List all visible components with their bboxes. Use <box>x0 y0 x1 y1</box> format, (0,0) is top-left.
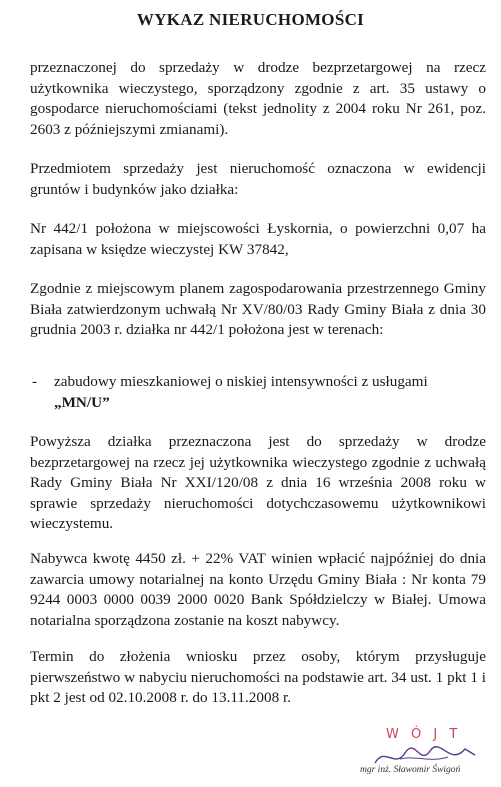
paragraph-zoning-plan: Zgodnie z miejscowym planem zagospodarowania przestrzennego Gminy Biała zatwierdzonym uchwałą Nr XV/80/03 Rady Gminy Biała z dnia 30 grudnia 2003 r. działka nr 442/1 położona jest w terenach: <box>30 280 486 338</box>
paragraph-intro: przeznaczonej do sprzedaży w drodze bezprzetargowej na rzecz użytkownika wieczystego, sporządzony zgodnie z art. 35 ustawy o gospodarce nieruchomościami (tekst jednolity z 2004 roku Nr 261, poz. 2603 z późniejszymi zmianami). <box>30 59 486 138</box>
document-title: WYKAZ NIERUCHOMOŚCI <box>136 10 365 29</box>
bullet-text-block <box>54 372 486 413</box>
zoning-code: „MN/U” <box>54 393 110 411</box>
bullet-dash: - <box>32 373 38 390</box>
signatory-name: mgr inż. Sławomir Świgoń <box>360 765 461 775</box>
paragraph-subject: Przedmiotem sprzedaży jest nieruchomość oznaczona w ewidencji gruntów i budynków jako działka: <box>30 160 486 198</box>
bullet-text: zabudowy mieszkaniowej o niskiej intensywności z usługami <box>54 373 428 390</box>
signature-title: W Ó J T <box>386 727 462 742</box>
paragraph-deadline: Termin do złożenia wniosku przez osoby, którym przysługuje pierwszeństwo w nabyciu nieruchomości na podstawie art. 34 ust. 1 pkt 1 i pkt 2 jest od 02.10.2008 r. do 13.11.2008 r. <box>30 648 486 706</box>
signature-block <box>360 727 480 782</box>
paragraph-resolution: Powyższa działka przeznaczona jest do sprzedaży w drodze bezprzetargowej na rzecz jej użytkownika wieczystego zgodnie z uchwałą Rady Gminy Biała Nr XXI/120/08 z dnia 16 września 2008 roku w sprawie sprzedaży nieruchomości dotychczasowemu użytkownikowi wieczystemu. <box>30 433 486 532</box>
paragraph-parcel: Nr 442/1 położona w miejscowości Łyskornia, o powierzchni 0,07 ha zapisana w księdze wieczystej KW 37842, <box>30 220 486 258</box>
paragraph-payment: Nabywca kwotę 4450 zł. + 22% VAT winien wpłacić najpóźniej do dnia zawarcia umowy notarialnej na konto Urzędu Gminy Biała : Nr konta 79 9244 0003 0000 0039 2000 0020 Bank Spółdzielczy w Białej. Umowa notarialna sporządzona zostanie na koszt nabywcy. <box>30 550 486 629</box>
